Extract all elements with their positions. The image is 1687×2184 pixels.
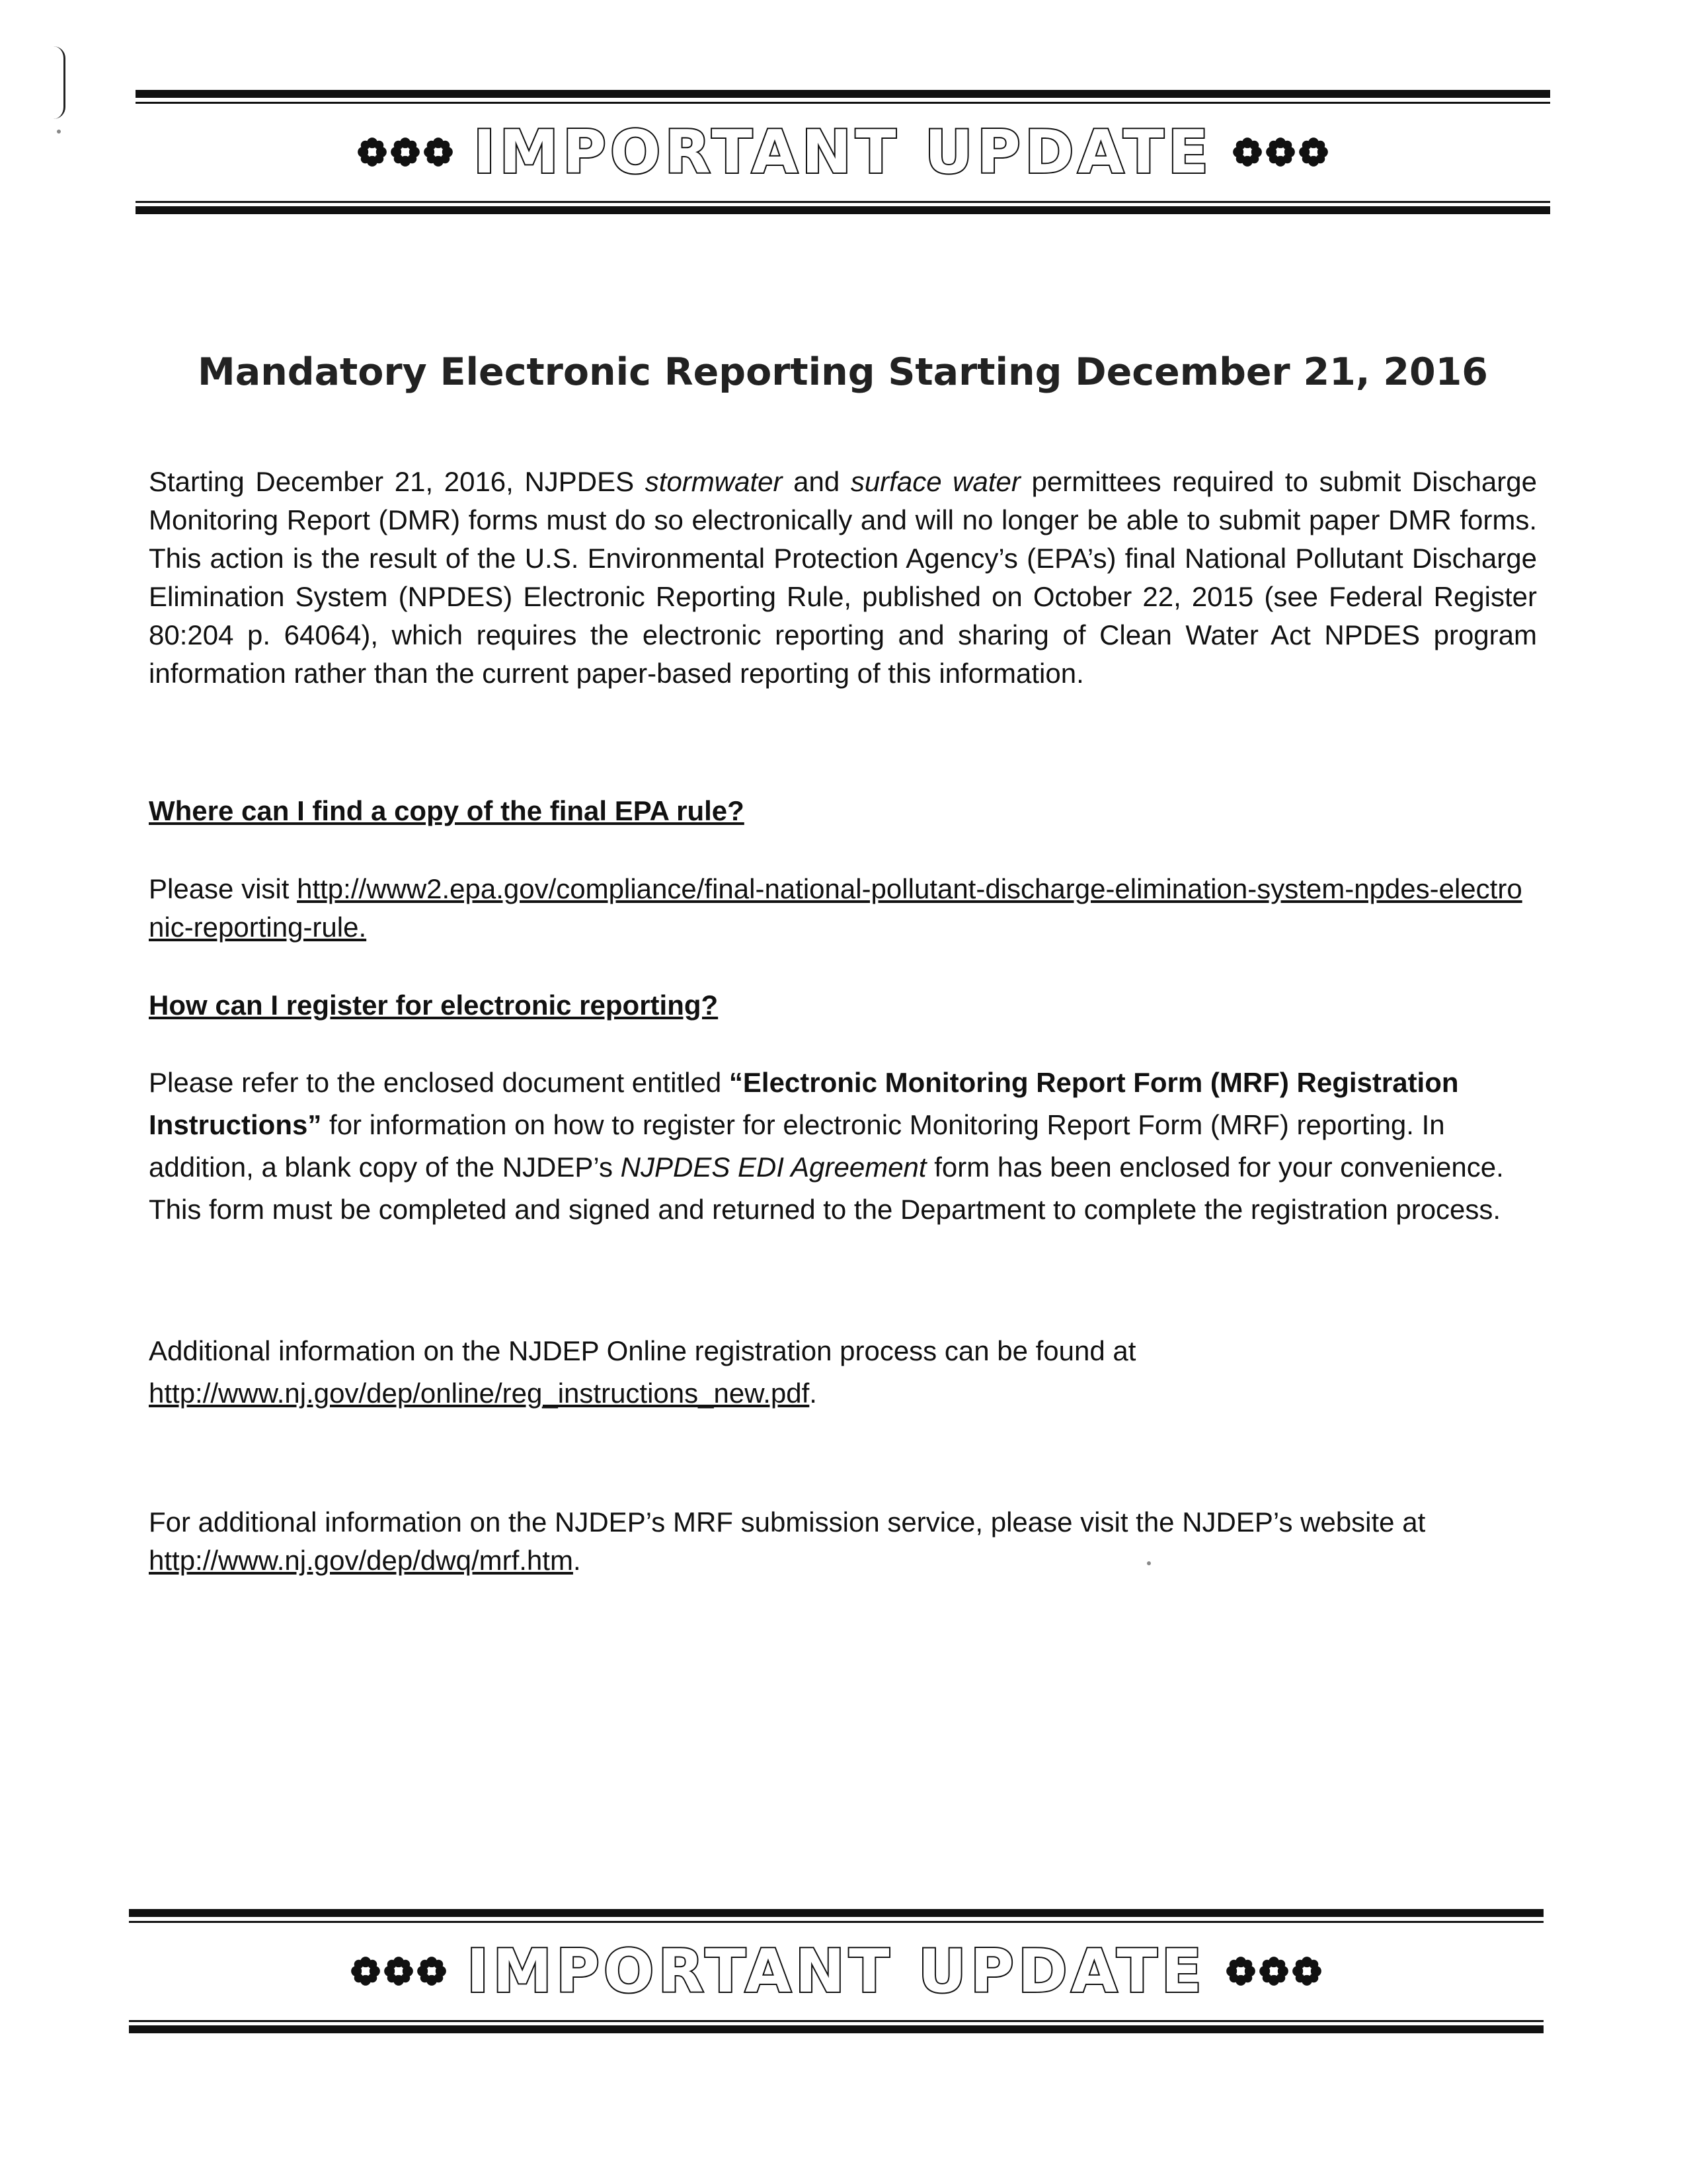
flower-star-icon-group [1232,137,1329,167]
scan-bracket-mark [53,46,65,119]
register-text: Please refer to the enclosed document entitled [149,1067,729,1098]
page-title: Mandatory Electronic Reporting Starting December 21, 2016 [198,350,1488,394]
register-doc-title: “Electronic Monitoring Report Form (MRF) Registration Instructions” [149,1067,1459,1140]
additional-info-paragraph [149,1330,1537,1415]
epa-rule-prefix: Please visit [149,873,297,904]
top-banner [136,90,1550,222]
flower-star-icon [390,137,420,167]
flower-star-icon [350,1956,381,1986]
intro-text: Starting December 21, 2016, NJPDES [149,466,645,497]
epa-rule-link[interactable]: http://www2.epa.gov/compliance/final-national-pollutant-discharge-elimination-system-npdes-electronic-reporting-rule. [149,873,1522,943]
mrf-info-paragraph [149,1503,1537,1580]
banner-title: IMPORTANT UPDATE [473,117,1213,187]
scan-speck [57,130,61,134]
intro-emphasis: stormwater [645,466,783,497]
register-text: form has been enclosed for your convenience. This form must be completed and signed and returned to the Department to complete the registration process. [149,1151,1504,1225]
flower-star-icon [423,137,453,167]
flower-star-icon [1259,1956,1289,1986]
register-paragraph [149,1062,1537,1231]
additional-info-text: Additional information on the NJDEP Online registration process can be found at [149,1335,1136,1366]
question-heading-epa-rule: Where can I find a copy of the final EPA rule? [149,795,744,826]
mrf-website-link[interactable]: http://www.nj.gov/dep/dwq/mrf.htm [149,1545,573,1576]
banner-rule [136,90,1550,98]
flower-star-icon [1265,137,1296,167]
banner-rule [129,2020,1544,2022]
question-heading-register: How can I register for electronic reporting? [149,990,719,1021]
intro-text: and [782,466,851,497]
intro-paragraph [149,463,1537,693]
banner-title: IMPORTANT UPDATE [466,1936,1206,2006]
flower-star-icon [1232,137,1263,167]
flower-star-icon-group [357,137,453,167]
flower-star-icon [1298,137,1329,167]
registration-instructions-link[interactable]: http://www.nj.gov/dep/online/reg_instructions_new.pdf [149,1378,810,1409]
additional-info-end: . [809,1378,817,1409]
register-form-name: NJPDES EDI Agreement [620,1151,927,1183]
flower-star-icon-group [1226,1956,1322,1986]
banner-rule [136,206,1550,214]
flower-star-icon [416,1956,447,1986]
mrf-info-text: For additional information on the NJDEP’s MRF submission service, please visit the NJDEP’s website at [149,1506,1426,1538]
banner-rule [136,102,1550,104]
intro-text: permittees required to submit Discharge Monitoring Report (DMR) forms must do so electronically and will no longer be able to submit paper DMR forms. This action is the result of the U.S. Environmental Protection Agency’s (EPA’s) final National Pollutant Discharge Elimination System (NPDES) Electronic Reporting Rule, published on October 22, 2015 (see Federal Register 80:204 p. 64064), which requires the electronic reporting and sharing of Clean Water Act NPDES program information rather than the current paper-based reporting of this information. [149,466,1537,689]
mrf-info-end: . [572,1545,581,1576]
banner-rule [129,1921,1544,1923]
banner-rule [136,201,1550,203]
flower-star-icon [383,1956,414,1986]
banner-rule [129,1909,1544,1917]
flower-star-icon [357,137,387,167]
flower-star-icon [1226,1956,1256,1986]
flower-star-icon-group [350,1956,447,1986]
bottom-banner [129,1909,1544,2041]
register-text: for information on how to register for electronic Monitoring Report Form (MRF) reporting. In addition, a blank copy of the NJDEP’s [149,1109,1445,1183]
banner-rule [129,2025,1544,2033]
flower-star-icon [1292,1956,1322,1986]
intro-emphasis: surface water [850,466,1021,497]
epa-rule-paragraph [149,870,1537,947]
